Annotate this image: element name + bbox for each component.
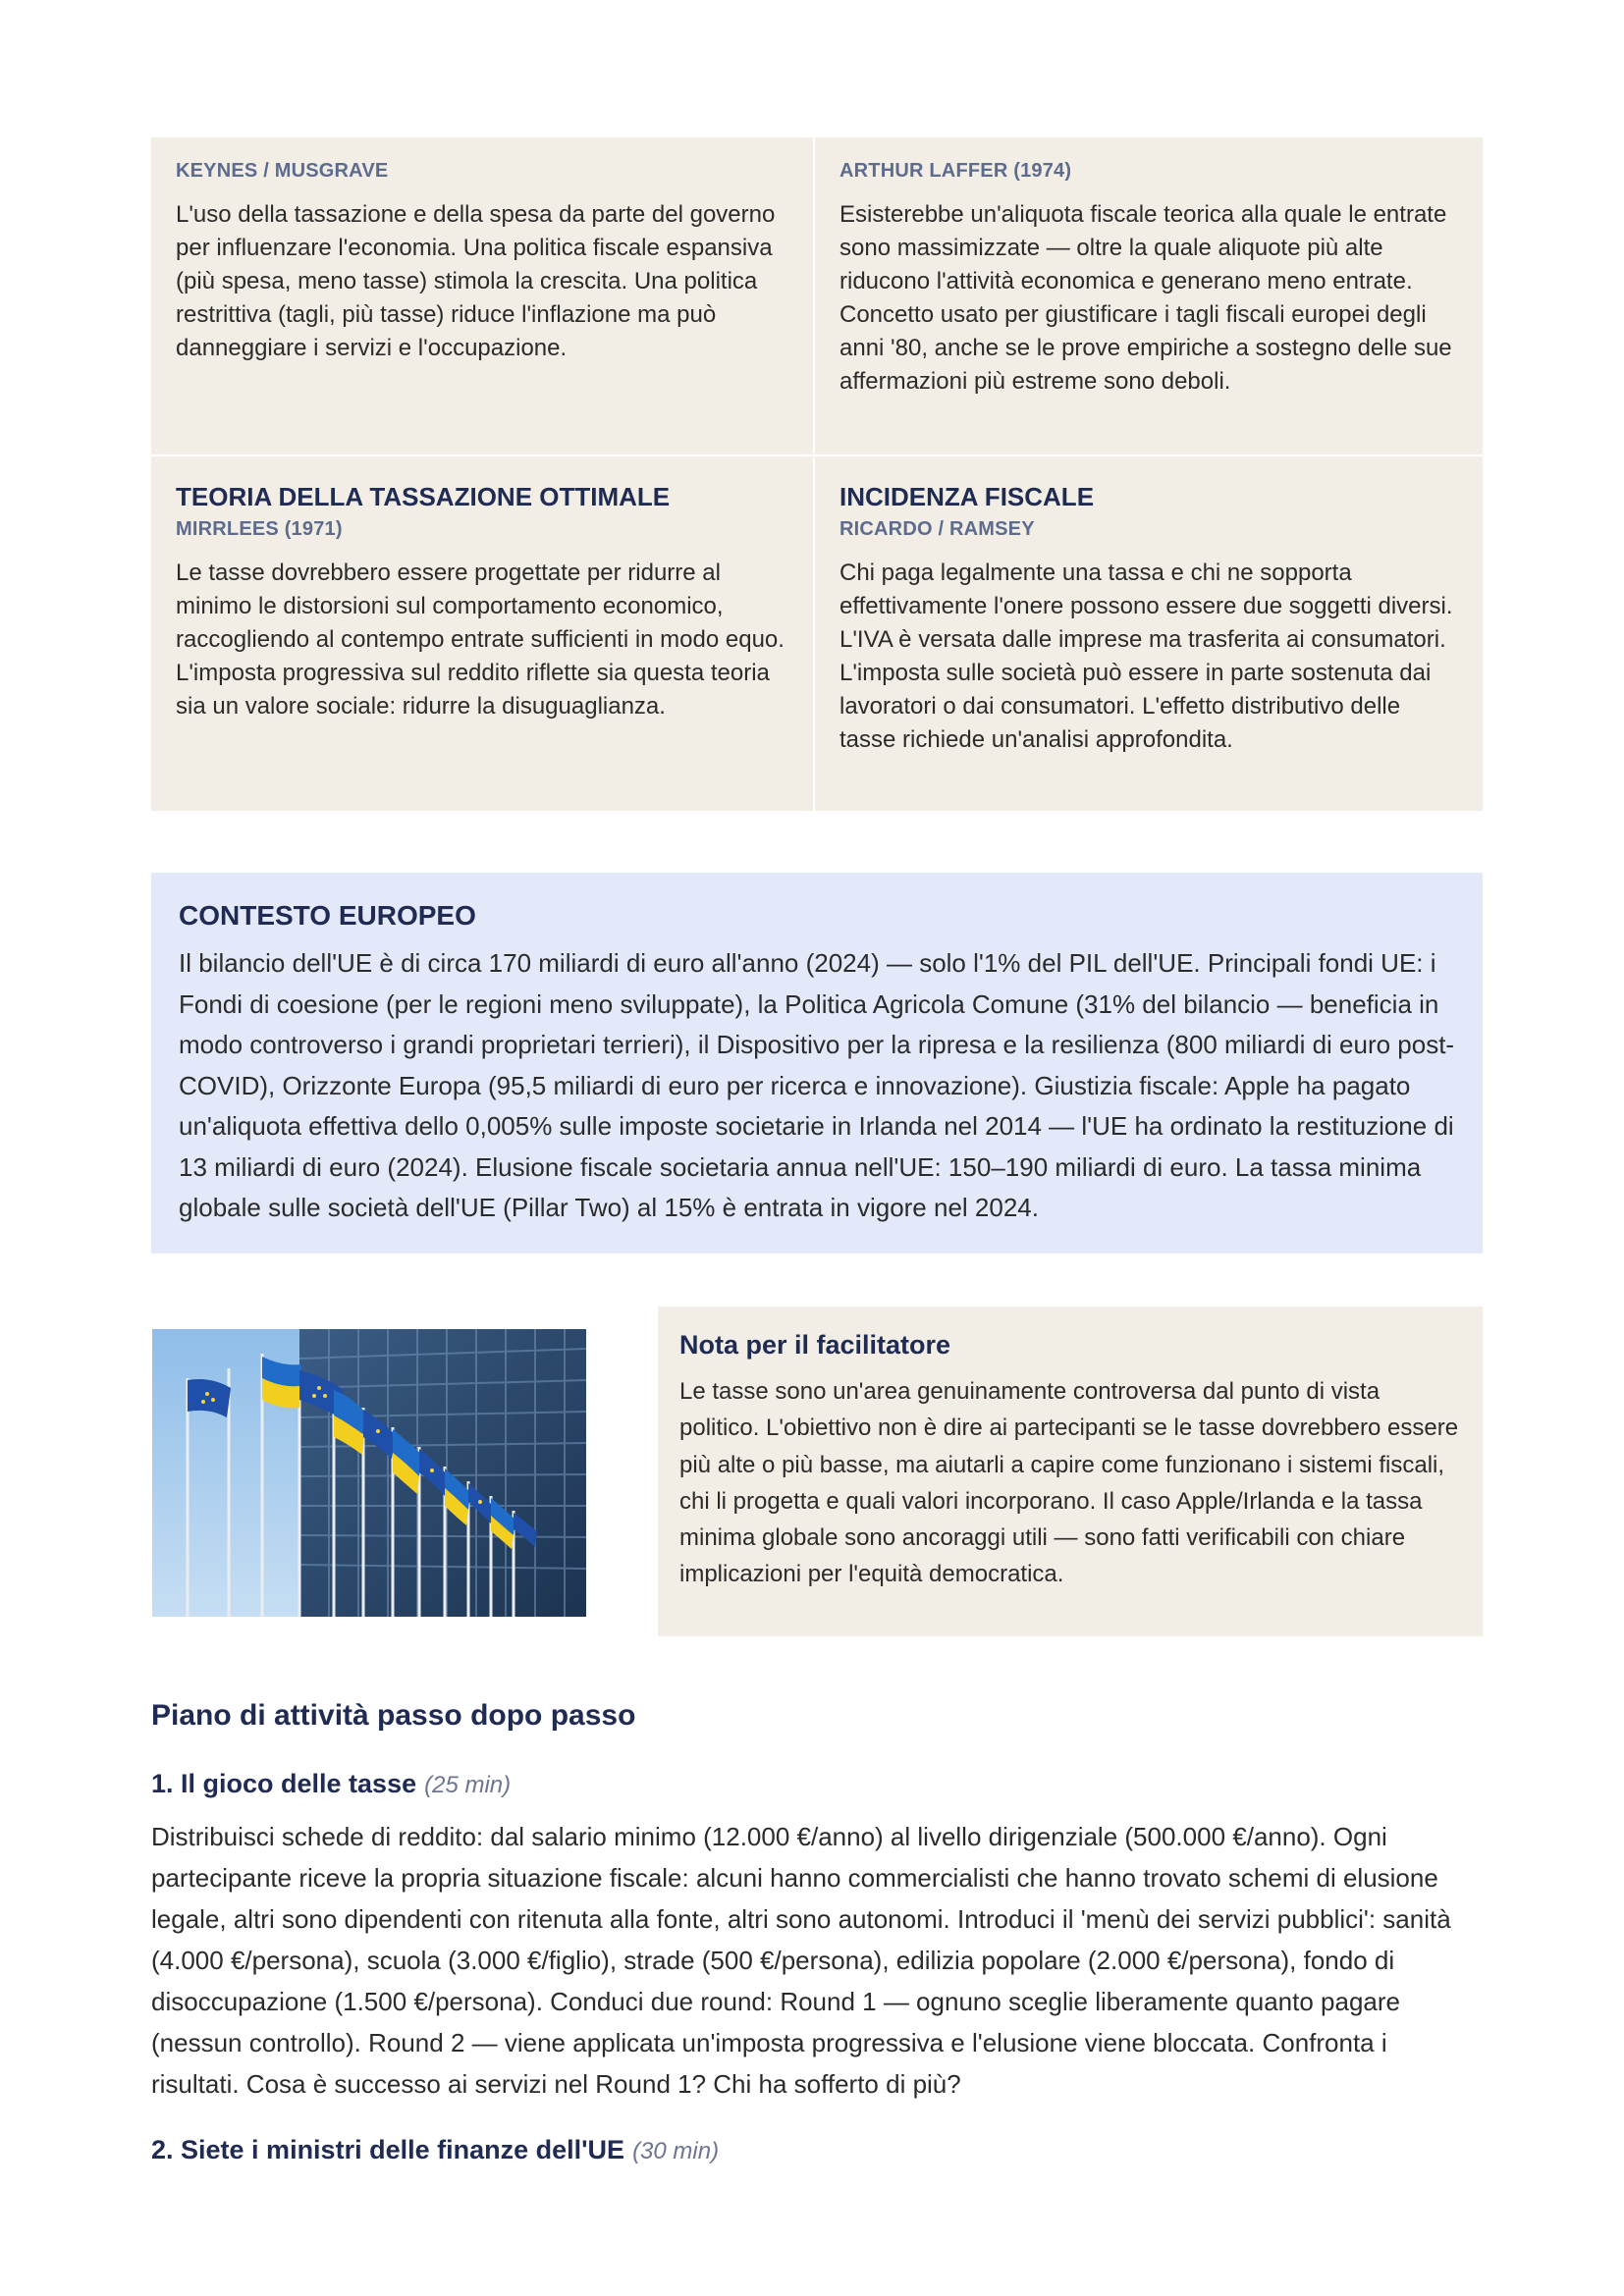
theory-card-laffer (815, 137, 1483, 456)
theory-author: MIRRLEES (1971) (176, 518, 343, 540)
activity-plan-title: Piano di attività passo dopo passo (151, 1699, 636, 1732)
facilitator-note-text: Le tasse sono un'area genuinamente controversa dal punto di vista politico. L'obiettivo non è dire ai partecipanti se le tasse dovrebbero essere più alte o più basse, ma aiutarli a capire come funzionano i sistemi fiscali, chi li progetta e quali valori incorporano. Il caso Apple/Irlanda e la tassa minima globale sono ancoraggi utili — sono fatti verificabili con chiare implicazioni per l'equità democratica. (679, 1378, 1459, 1588)
theory-author: KEYNES / MUSGRAVE (176, 160, 389, 182)
theory-author: ARTHUR LAFFER (1974) (839, 160, 1072, 182)
step-2-duration: (30 min) (632, 2138, 720, 2164)
theory-text: Chi paga legalmente una tassa e chi ne sopporta effettivamente l'onere possono essere due soggetti diversi. L'IVA è versata dalle imprese ma trasferita ai consumatori. L'imposta sulle società può essere in parte sostenuta dai lavoratori o dai consumatori. L'effetto distributivo delle tasse richiede un'analisi approfondita. (839, 560, 1453, 753)
facilitator-note-box (658, 1307, 1483, 1636)
theory-card-optimal-taxation (151, 456, 815, 811)
theory-text: Le tasse dovrebbero essere progettate per ridurre al minimo le distorsioni sul comportamento economico, raccogliendo al contempo entrate sufficienti in modo equo. L'imposta progressiva sul reddito riflette sia questa teoria sia un valore sociale: ridurre la disuguaglianza. (176, 560, 785, 720)
step-1-text: Distribuisci schede di reddito: dal salario minimo (12.000 €/anno) al livello dirigenziale (500.000 €/anno). Ogni partecipante riceve la propria situazione fiscale: alcuni hanno commercialisti che hanno trovato schemi di elusione legale, altri sono dipendenti con ritenuta alla fonte, altri sono autonomi. Introduci il 'menù dei servizi pubblici': sanità (4.000 €/persona), scuola (3.000 €/figlio), strade (500 €/persona), edilizia popolare (2.000 €/persona), fondo di disoccupazione (1.500 €/persona). Conduci due round: Round 1 — ognuno sceglie liberamente quanto pagare (nessun controllo). Round 2 — viene applicata un'imposta progressiva e l'elusione viene bloccata. Confronta i risultati. Cosa è successo ai servizi nel Round 1? Chi ha sofferto di più? (151, 1822, 1451, 2099)
theory-card-tax-incidence (815, 456, 1483, 811)
theory-title: TEORIA DELLA TASSAZIONE OTTIMALE (176, 482, 671, 511)
theory-card-keynes (151, 137, 815, 456)
theories-grid (151, 137, 1483, 811)
eu-context-box (151, 873, 1483, 1254)
step-1-duration: (25 min) (424, 1772, 512, 1798)
facilitator-note-title: Nota per il facilitatore (679, 1330, 951, 1360)
eu-parliament-flags-photo (152, 1329, 586, 1617)
step-2-heading (151, 2135, 719, 2165)
step-2-title: 2. Siete i ministri delle finanze dell'UE (151, 2135, 625, 2164)
eu-context-title: CONTESTO EUROPEO (179, 900, 476, 931)
theory-text: Esisterebbe un'aliquota fiscale teorica alla quale le entrate sono massimizzate — oltre la quale aliquote più alte riducono l'attività economica e generano meno entrate. Concetto usato per giustificare i tagli fiscali europei degli anni '80, anche se le prove empiriche a sostegno delle sue affermazioni più estreme sono deboli. (839, 201, 1452, 395)
theory-text: L'uso della tassazione e della spesa da parte del governo per influenzare l'economia. Una politica fiscale espansiva (più spesa, meno tasse) stimola la crescita. Una politica restrittiva (tagli, più tasse) riduce l'inflazione ma può danneggiare i servizi e l'occupazione. (176, 201, 776, 361)
theory-author: RICARDO / RAMSEY (839, 518, 1035, 540)
step-1-title: 1. Il gioco delle tasse (151, 1769, 417, 1798)
step-1-heading (151, 1769, 511, 1799)
flags-illustration (152, 1329, 586, 1617)
theory-title: INCIDENZA FISCALE (839, 482, 1095, 511)
eu-context-text: Il bilancio dell'UE è di circa 170 miliardi di euro all'anno (2024) — solo l'1% del PIL dell'UE. Principali fondi UE: i Fondi di coesione (per le regioni meno sviluppate), la Politica Agricola Comune (31% del bilancio — beneficia in modo controverso i grandi proprietari terrieri), il Dispositivo per la ripresa e la resilienza (800 miliardi di euro post-COVID), Orizzonte Europa (95,5 miliardi di euro per ricerca e innovazione). Giustizia fiscale: Apple ha pagato un'aliquota effettiva dello 0,005% sulle imposte societarie in Irlanda nel 2014 — l'UE ha ordinato la restituzione di 13 miliardi di euro (2024). Elusione fiscale societaria annua nell'UE: 150–190 miliardi di euro. La tassa minima globale sulle società dell'UE (Pillar Two) al 15% è entrata in vigore nel 2024. (179, 948, 1455, 1222)
